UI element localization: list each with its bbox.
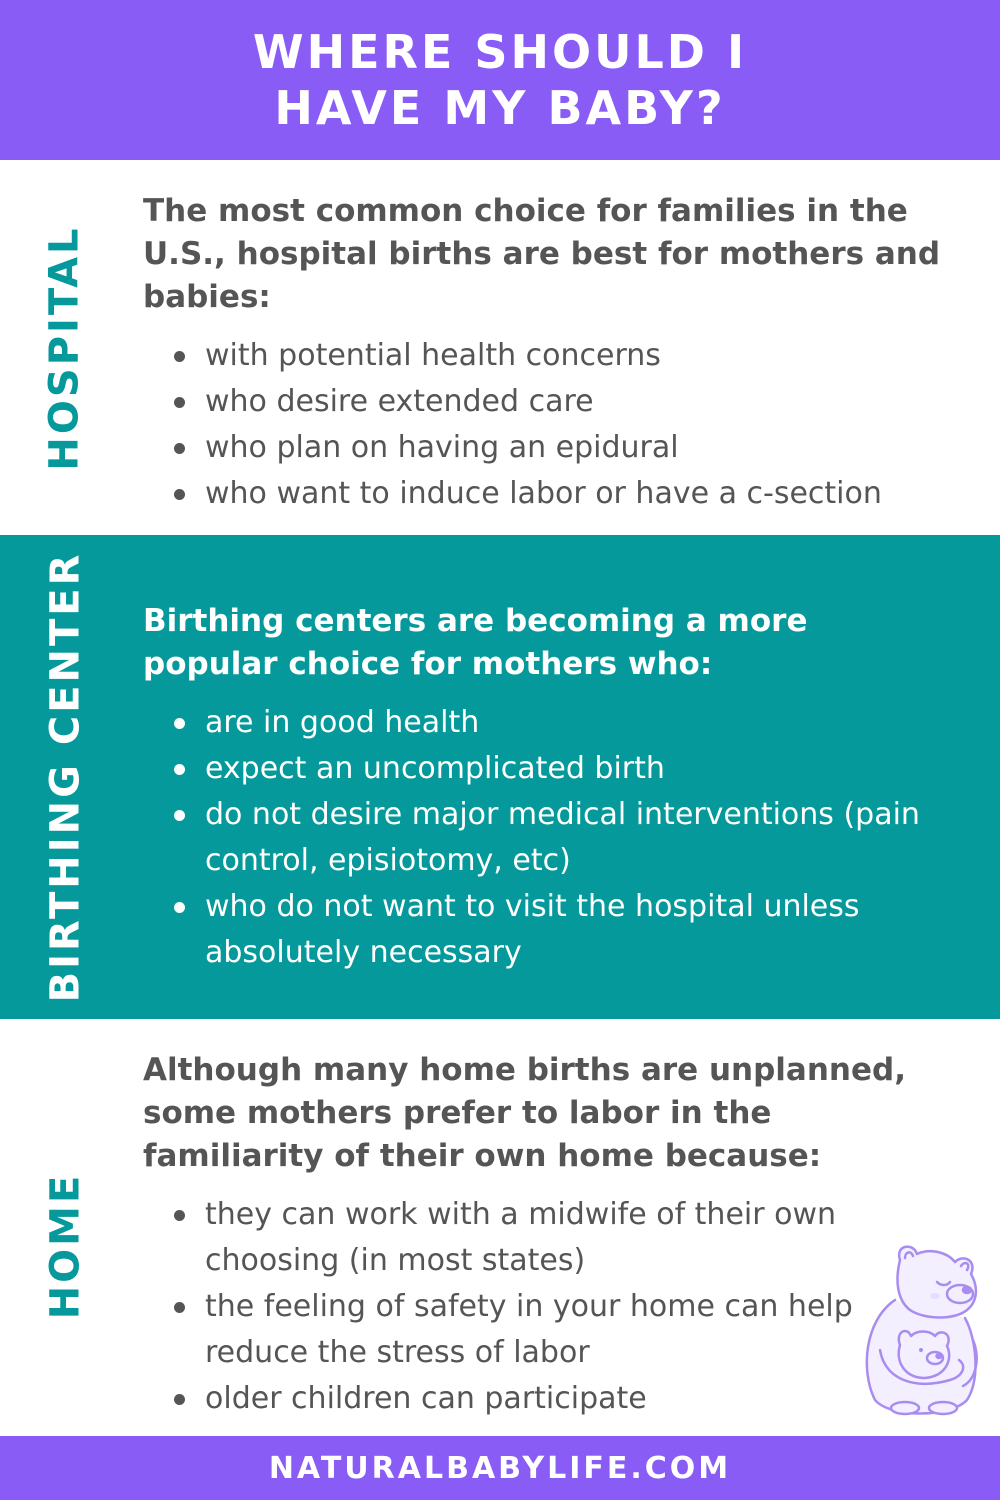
title-line-1: WHERE SHOULD I bbox=[252, 25, 748, 79]
list-item-text: expect an uncomplicated birth bbox=[205, 751, 665, 786]
bullet-dot-icon bbox=[174, 397, 185, 408]
bullet-dot-icon bbox=[174, 718, 185, 729]
list-item bbox=[143, 425, 943, 471]
section-label-home: HOME bbox=[42, 1172, 89, 1319]
list-item bbox=[143, 1192, 943, 1284]
bullet-dot-icon bbox=[174, 443, 185, 454]
section-hospital bbox=[0, 160, 1000, 535]
section-content bbox=[143, 1049, 943, 1422]
section-label-wrapper bbox=[0, 535, 130, 1019]
section-birthing-center bbox=[0, 535, 1000, 1019]
section-intro: The most common choice for families in the U.S., hospital births are best for mothers and babies: bbox=[143, 193, 941, 315]
list-item-text: who do not want to visit the hospital unless absolutely necessary bbox=[205, 889, 860, 970]
list-item-text: are in good health bbox=[205, 705, 480, 740]
list-item-text: who want to induce labor or have a c-section bbox=[205, 476, 882, 511]
list-item-text: who plan on having an epidural bbox=[205, 430, 679, 465]
section-label-birthing-center: BIRTHING CENTER bbox=[42, 551, 89, 1003]
list-item-text: the feeling of safety in your home can help reduce the stress of labor bbox=[205, 1289, 853, 1370]
title-line-2: HAVE MY BABY? bbox=[274, 81, 726, 135]
bullet-list bbox=[143, 1192, 943, 1422]
bullet-dot-icon bbox=[174, 1302, 185, 1313]
list-item-text: do not desire major medical interventions (pain control, episiotomy, etc) bbox=[205, 797, 920, 878]
bullet-dot-icon bbox=[174, 810, 185, 821]
section-intro: Birthing centers are becoming a more popular choice for mothers who: bbox=[143, 603, 808, 682]
list-item bbox=[143, 792, 943, 884]
bullet-list bbox=[143, 700, 943, 976]
title-banner bbox=[0, 0, 1000, 160]
list-item bbox=[143, 1284, 943, 1376]
list-item bbox=[143, 884, 943, 976]
list-item bbox=[143, 1376, 943, 1422]
footer-site-link[interactable]: NATURALBABYLIFE.COM bbox=[268, 1450, 732, 1486]
bullet-list bbox=[143, 333, 943, 517]
bullet-dot-icon bbox=[174, 1394, 185, 1405]
bullet-dot-icon bbox=[174, 902, 185, 913]
list-item bbox=[143, 379, 943, 425]
section-label-wrapper bbox=[0, 160, 130, 535]
list-item bbox=[143, 700, 943, 746]
bullet-dot-icon bbox=[174, 489, 185, 500]
section-content bbox=[143, 600, 943, 976]
list-item-text: who desire extended care bbox=[205, 384, 594, 419]
section-home bbox=[0, 1019, 1000, 1472]
bear-hug-icon bbox=[855, 1240, 985, 1420]
bullet-dot-icon bbox=[174, 1210, 185, 1221]
bullet-dot-icon bbox=[174, 351, 185, 362]
section-content bbox=[143, 190, 943, 517]
list-item bbox=[143, 333, 943, 379]
bullet-dot-icon bbox=[174, 764, 185, 775]
list-item-text: they can work with a midwife of their own choosing (in most states) bbox=[205, 1197, 837, 1278]
list-item-text: older children can participate bbox=[205, 1381, 647, 1416]
section-intro: Although many home births are unplanned, some mothers prefer to labor in the familiarity of their own home because: bbox=[143, 1052, 906, 1174]
list-item bbox=[143, 471, 943, 517]
footer-banner bbox=[0, 1436, 1000, 1500]
list-item bbox=[143, 746, 943, 792]
section-label-hospital: HOSPITAL bbox=[42, 224, 88, 471]
list-item-text: with potential health concerns bbox=[205, 338, 661, 373]
section-label-wrapper bbox=[0, 1019, 130, 1472]
